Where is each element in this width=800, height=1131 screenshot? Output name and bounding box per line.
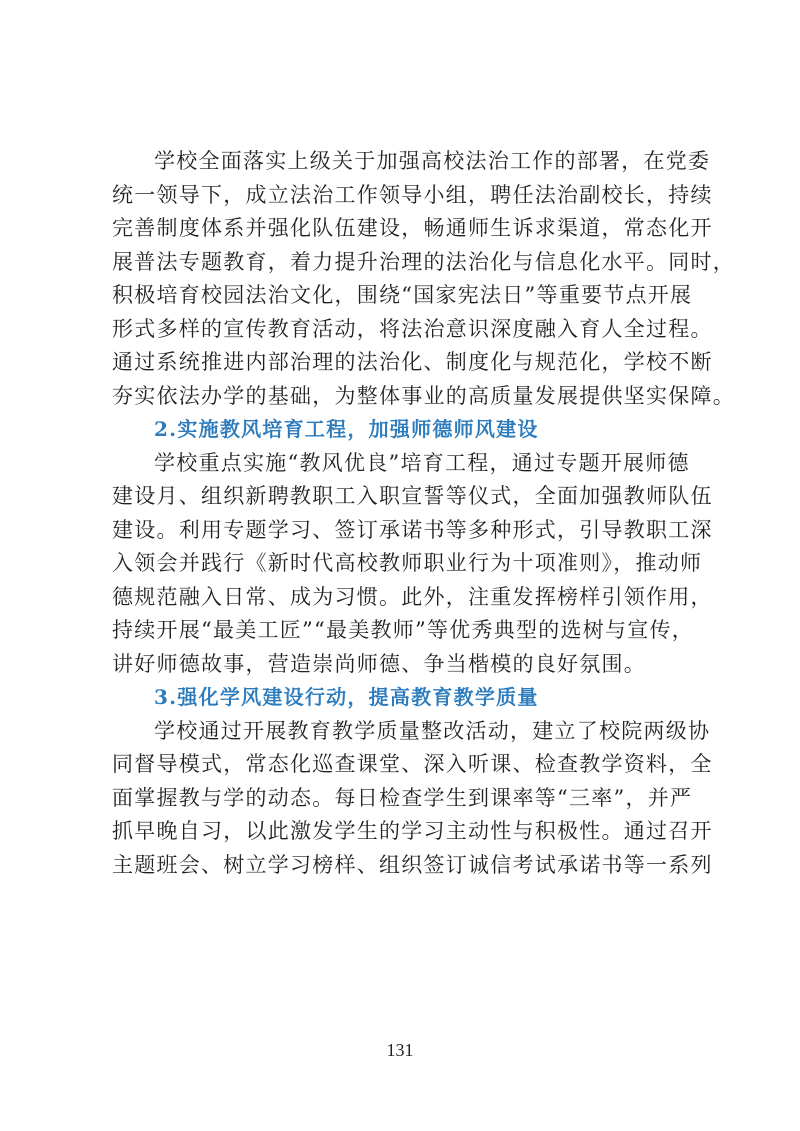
text-line: 统一领导下，成立法治工作领导小组，聘任法治副校长，持续 <box>112 182 713 207</box>
paragraph-legal-governance <box>112 145 735 413</box>
text-line: 主题班会、树立学习榜样、组织签订诚信考试承诺书等一系列 <box>112 852 713 877</box>
section-heading-teaching-ethics: 2.实施教风培育工程，加强师德师风建设 <box>154 417 539 441</box>
text-line: 学校重点实施“教风优良”培育工程，通过专题开展师德 <box>154 450 690 475</box>
text-line: 同督导模式，常态化巡查课堂、深入听课、检查教学资料，全 <box>112 752 713 776</box>
text-line: 面掌握教与学的动态。每日检查学生到课率等“三率”，并严 <box>112 785 693 810</box>
page-number: 131 <box>386 1040 414 1060</box>
text-line: 建设。利用专题学习、签订承诺书等多种形式，引导教职工深 <box>112 517 713 542</box>
text-line: 积极培育校园法治文化，围绕“国家宪法日”等重要节点开展 <box>112 283 693 307</box>
text-line: 学校通过开展教育教学质量整改活动，建立了校院两级协 <box>154 718 711 743</box>
text-line: 展普法专题教育，着力提升治理的法治化与信息化水平。同时， <box>112 249 735 274</box>
document-body <box>112 145 735 882</box>
paragraph-study-style <box>112 715 713 883</box>
text-line: 建设月、组织新聘教职工入职宣誓等仪式，全面加强教师队伍 <box>112 484 713 508</box>
text-line: 持续开展“最美工匠”“最美教师”等优秀典型的选树与宣传， <box>112 618 694 642</box>
section-heading-study-style: 3.强化学风建设行动，提高教育教学质量 <box>154 685 539 709</box>
text-line: 学校全面落实上级关于加强高校法治工作的部署，在党委 <box>154 149 711 173</box>
text-line: 夯实依法办学的基础，为整体事业的高质量发展提供坚实保障。 <box>112 383 735 408</box>
text-line: 入领会并践行《新时代高校教师职业行为十项准则》，推动师 <box>112 551 703 575</box>
paragraph-teaching-ethics <box>112 447 713 682</box>
text-line: 讲好师德故事，营造崇尚师德、争当楷模的良好氛围。 <box>112 651 646 676</box>
text-line: 形式多样的宣传教育活动，将法治意识深度融入育人全过程。 <box>112 316 713 341</box>
text-line: 抓早晚自习，以此激发学生的学习主动性与积极性。通过召开 <box>112 819 713 843</box>
text-line: 完善制度体系并强化队伍建设，畅通师生诉求渠道，常态化开 <box>112 216 713 240</box>
text-line: 德规范融入日常、成为习惯。此外，注重发挥榜样引领作用， <box>112 584 713 609</box>
text-line: 通过系统推进内部治理的法治化、制度化与规范化，学校不断 <box>112 350 713 374</box>
